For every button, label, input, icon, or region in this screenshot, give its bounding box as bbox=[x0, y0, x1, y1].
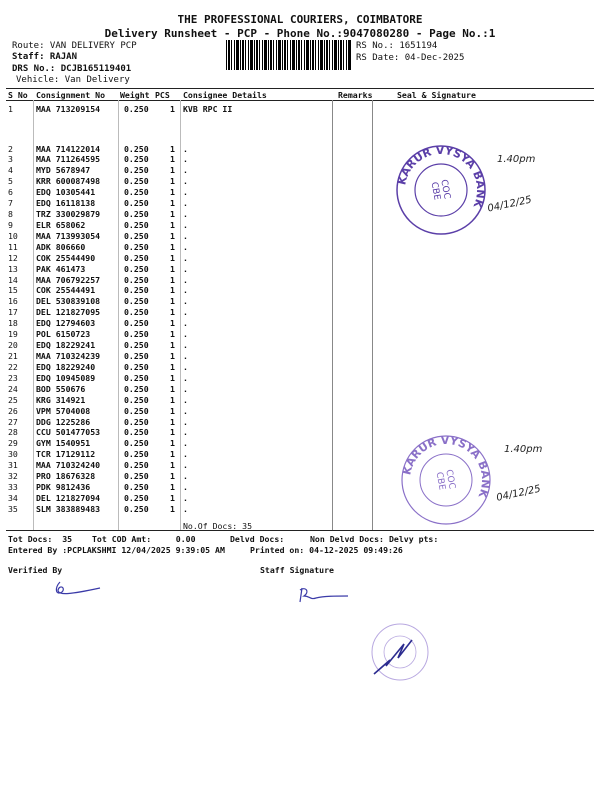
row-serial: 7 bbox=[8, 198, 13, 209]
row-pieces: 1 bbox=[170, 263, 175, 274]
row-pieces: 1 bbox=[170, 104, 175, 114]
row-weight: 0.250 bbox=[124, 372, 149, 383]
row-consignee: . bbox=[183, 165, 188, 176]
bank-seal-stamp bbox=[395, 140, 555, 240]
row-consignee: . bbox=[183, 143, 188, 154]
row-consignee: . bbox=[183, 198, 188, 209]
row-weight: 0.250 bbox=[124, 318, 149, 329]
table-row bbox=[0, 253, 600, 263]
row-pieces: 1 bbox=[170, 187, 175, 198]
row-serial: 33 bbox=[8, 482, 18, 493]
row-consignment-no: BOD 550676 bbox=[36, 383, 86, 394]
row-consignee: . bbox=[183, 274, 188, 285]
row-serial: 12 bbox=[8, 252, 18, 263]
row-consignment-no: COK 25544490 bbox=[36, 252, 96, 263]
row-serial: 4 bbox=[8, 165, 13, 176]
row-pieces: 1 bbox=[170, 361, 175, 372]
row-pieces: 1 bbox=[170, 143, 175, 154]
row-serial: 28 bbox=[8, 427, 18, 438]
total-docs: Tot Docs: 35 bbox=[8, 534, 73, 544]
row-weight: 0.250 bbox=[124, 427, 149, 438]
bank-seal-stamp-faded bbox=[400, 430, 560, 530]
table-row bbox=[0, 275, 600, 285]
bank-stamp-text: KARUR VYSYA BANK bbox=[400, 433, 493, 500]
row-pieces: 1 bbox=[170, 252, 175, 263]
row-weight: 0.250 bbox=[124, 154, 149, 165]
delivered-docs: Delvd Docs: bbox=[230, 534, 285, 544]
row-pieces: 1 bbox=[170, 230, 175, 241]
row-consignment-no: EDQ 16118138 bbox=[36, 198, 96, 209]
svg-text:KARUR VYSYA BANK bbox=[395, 144, 487, 210]
row-serial: 16 bbox=[8, 296, 18, 307]
row-consignee: . bbox=[183, 503, 188, 514]
row-consignee: . bbox=[183, 427, 188, 438]
row-consignee: KVB RPC II bbox=[183, 104, 233, 114]
row-serial: 21 bbox=[8, 350, 18, 361]
row-pieces: 1 bbox=[170, 296, 175, 307]
col-pcs: PCS bbox=[155, 90, 170, 100]
staff-signature-label: Staff Signature bbox=[260, 565, 334, 575]
row-consignment-no: MAA 713993054 bbox=[36, 230, 101, 241]
row-consignment-no: DEL 121827095 bbox=[36, 307, 101, 318]
row-weight: 0.250 bbox=[124, 285, 149, 296]
stamp-with-signature bbox=[360, 622, 440, 682]
row-pieces: 1 bbox=[170, 460, 175, 471]
col-seal-signature: Seal & Signature bbox=[397, 90, 476, 100]
row-serial: 23 bbox=[8, 372, 18, 383]
table-row bbox=[0, 296, 600, 306]
staff-label: Staff: RAJAN bbox=[12, 52, 78, 62]
row-weight: 0.250 bbox=[124, 405, 149, 416]
table-row bbox=[0, 362, 600, 372]
row-consignment-no: EDQ 18229240 bbox=[36, 361, 96, 372]
row-serial: 14 bbox=[8, 274, 18, 285]
row-consignee: . bbox=[183, 241, 188, 252]
row-consignment-no: MAA 710324240 bbox=[36, 460, 101, 471]
row-consignee: . bbox=[183, 285, 188, 296]
col-consignee: Consignee Details bbox=[183, 90, 267, 100]
row-serial: 27 bbox=[8, 416, 18, 427]
row-consignment-no: PDK 9812436 bbox=[36, 482, 91, 493]
row-consignee: . bbox=[183, 187, 188, 198]
row-weight: 0.250 bbox=[124, 340, 149, 351]
row-consignee: . bbox=[183, 449, 188, 460]
entered-by: Entered By :PCPLAKSHMI 12/04/2025 9:39:05 AM bbox=[8, 545, 225, 555]
company-name: THE PROFESSIONAL COURIERS, COIMBATORE bbox=[177, 13, 423, 26]
row-serial: 30 bbox=[8, 449, 18, 460]
verified-signature bbox=[50, 578, 110, 602]
row-pieces: 1 bbox=[170, 394, 175, 405]
row-consignment-no: MYD 5678947 bbox=[36, 165, 91, 176]
row-weight: 0.250 bbox=[124, 307, 149, 318]
table-bottom-rule bbox=[6, 530, 594, 531]
table-row bbox=[0, 373, 600, 383]
row-weight: 0.250 bbox=[124, 482, 149, 493]
row-consignee: . bbox=[183, 263, 188, 274]
table-row bbox=[0, 406, 600, 416]
row-consignment-no: ELR 658062 bbox=[36, 219, 86, 230]
row-consignment-no: DEL 121827094 bbox=[36, 492, 101, 503]
stamp-date-note: 04/12/25 bbox=[495, 483, 542, 504]
row-weight: 0.250 bbox=[124, 104, 149, 114]
row-serial: 1 bbox=[8, 104, 13, 114]
row-weight: 0.250 bbox=[124, 219, 149, 230]
row-weight: 0.250 bbox=[124, 329, 149, 340]
row-consignee: . bbox=[183, 416, 188, 427]
col-sno: S No bbox=[8, 90, 28, 100]
row-serial: 25 bbox=[8, 394, 18, 405]
row-weight: 0.250 bbox=[124, 449, 149, 460]
row-serial: 24 bbox=[8, 383, 18, 394]
row-weight: 0.250 bbox=[124, 274, 149, 285]
rs-date: RS Date: 04-Dec-2025 bbox=[356, 53, 465, 63]
row-weight: 0.250 bbox=[124, 252, 149, 263]
row-serial: 5 bbox=[8, 176, 13, 187]
row-serial: 15 bbox=[8, 285, 18, 296]
row-serial: 32 bbox=[8, 471, 18, 482]
table-row bbox=[0, 395, 600, 405]
row-serial: 31 bbox=[8, 460, 18, 471]
barcode bbox=[226, 40, 352, 70]
row-consignment-no: EDQ 18229241 bbox=[36, 340, 96, 351]
row-pieces: 1 bbox=[170, 241, 175, 252]
row-consignment-no: KRG 314921 bbox=[36, 394, 86, 405]
stamp-branch-code: COC bbox=[443, 468, 457, 490]
row-consignee: . bbox=[183, 372, 188, 383]
table-row bbox=[0, 318, 600, 328]
row-consignment-no: ADK 806660 bbox=[36, 241, 86, 252]
row-serial: 11 bbox=[8, 241, 18, 252]
table-row bbox=[0, 104, 600, 114]
row-weight: 0.250 bbox=[124, 263, 149, 274]
row-pieces: 1 bbox=[170, 307, 175, 318]
row-weight: 0.250 bbox=[124, 143, 149, 154]
table-top-rule bbox=[6, 88, 594, 89]
stamp-time-note: 1.40pm bbox=[504, 444, 543, 455]
total-cod: Tot COD Amt: 0.00 bbox=[92, 534, 196, 544]
row-consignment-no: MAA 713209154 bbox=[36, 104, 101, 114]
row-weight: 0.250 bbox=[124, 209, 149, 220]
row-consignment-no: GYM 1540951 bbox=[36, 438, 91, 449]
row-consignment-no: MAA 710324239 bbox=[36, 350, 101, 361]
row-weight: 0.250 bbox=[124, 241, 149, 252]
row-consignee: . bbox=[183, 296, 188, 307]
row-serial: 6 bbox=[8, 187, 13, 198]
row-consignee: . bbox=[183, 329, 188, 340]
row-consignment-no: EDQ 10945089 bbox=[36, 372, 96, 383]
row-consignee: . bbox=[183, 230, 188, 241]
row-serial: 20 bbox=[8, 340, 18, 351]
table-row bbox=[0, 329, 600, 339]
table-row bbox=[0, 417, 600, 427]
row-serial: 26 bbox=[8, 405, 18, 416]
row-pieces: 1 bbox=[170, 274, 175, 285]
row-consignment-no: MAA 711264595 bbox=[36, 154, 101, 165]
row-pieces: 1 bbox=[170, 383, 175, 394]
row-consignee: . bbox=[183, 350, 188, 361]
stamp-branch-city: CBE bbox=[433, 471, 447, 491]
runsheet-title: Delivery Runsheet - PCP - Phone No.:9047080280 - Page No.:1 bbox=[104, 27, 496, 40]
row-weight: 0.250 bbox=[124, 438, 149, 449]
row-serial: 13 bbox=[8, 263, 18, 274]
row-weight: 0.250 bbox=[124, 230, 149, 241]
row-weight: 0.250 bbox=[124, 198, 149, 209]
row-pieces: 1 bbox=[170, 492, 175, 503]
row-consignee: . bbox=[183, 252, 188, 263]
row-pieces: 1 bbox=[170, 482, 175, 493]
row-pieces: 1 bbox=[170, 449, 175, 460]
table-row bbox=[0, 285, 600, 295]
drs-number: DRS No.: DCJB165119401 bbox=[12, 64, 132, 74]
row-consignee: . bbox=[183, 394, 188, 405]
row-pieces: 1 bbox=[170, 219, 175, 230]
row-serial: 8 bbox=[8, 209, 13, 220]
col-remarks: Remarks bbox=[338, 90, 373, 100]
row-consignee: . bbox=[183, 438, 188, 449]
row-pieces: 1 bbox=[170, 318, 175, 329]
row-pieces: 1 bbox=[170, 285, 175, 296]
stamp-time-note: 1.40pm bbox=[497, 154, 536, 165]
row-pieces: 1 bbox=[170, 471, 175, 482]
row-serial: 34 bbox=[8, 492, 18, 503]
table-row bbox=[0, 264, 600, 274]
row-consignment-no: TRZ 330029879 bbox=[36, 209, 101, 220]
row-pieces: 1 bbox=[170, 209, 175, 220]
row-pieces: 1 bbox=[170, 198, 175, 209]
row-serial: 29 bbox=[8, 438, 18, 449]
row-serial: 19 bbox=[8, 329, 18, 340]
row-pieces: 1 bbox=[170, 438, 175, 449]
row-consignment-no: POL 6150723 bbox=[36, 329, 91, 340]
row-serial: 3 bbox=[8, 154, 13, 165]
stamp-branch-city: CBE bbox=[428, 181, 442, 201]
row-pieces: 1 bbox=[170, 503, 175, 514]
row-consignment-no: TCR 17129112 bbox=[36, 449, 96, 460]
row-serial: 2 bbox=[8, 143, 13, 154]
row-consignee: . bbox=[183, 154, 188, 165]
row-weight: 0.250 bbox=[124, 187, 149, 198]
row-consignee: . bbox=[183, 176, 188, 187]
row-serial: 35 bbox=[8, 503, 18, 514]
row-weight: 0.250 bbox=[124, 361, 149, 372]
row-consignment-no: PAK 461473 bbox=[36, 263, 86, 274]
row-consignee: . bbox=[183, 209, 188, 220]
staff-signature bbox=[296, 584, 356, 606]
table-row bbox=[0, 384, 600, 394]
row-consignee: . bbox=[183, 361, 188, 372]
table-row bbox=[0, 351, 600, 361]
row-weight: 0.250 bbox=[124, 165, 149, 176]
row-pieces: 1 bbox=[170, 154, 175, 165]
row-serial: 18 bbox=[8, 318, 18, 329]
row-serial: 22 bbox=[8, 361, 18, 372]
row-consignee: . bbox=[183, 471, 188, 482]
non-delivered-docs: Non Delvd Docs: bbox=[310, 534, 384, 544]
verified-by-label: Verified By bbox=[8, 565, 63, 575]
row-serial: 9 bbox=[8, 219, 13, 230]
rs-number: RS No.: 1651194 bbox=[356, 41, 438, 51]
row-weight: 0.250 bbox=[124, 394, 149, 405]
row-consignment-no: COK 25544491 bbox=[36, 285, 96, 296]
row-weight: 0.250 bbox=[124, 503, 149, 514]
row-pieces: 1 bbox=[170, 372, 175, 383]
row-pieces: 1 bbox=[170, 427, 175, 438]
col-weight: Weight bbox=[120, 90, 150, 100]
table-header-rule bbox=[6, 100, 594, 101]
no-of-docs: No.Of Docs: 35 bbox=[183, 521, 253, 531]
row-consignee: . bbox=[183, 307, 188, 318]
table-row bbox=[0, 242, 600, 252]
row-consignment-no: PRO 18676328 bbox=[36, 471, 96, 482]
row-consignment-no: DEL 530839108 bbox=[36, 296, 101, 307]
row-consignment-no: EDQ 12794603 bbox=[36, 318, 96, 329]
row-weight: 0.250 bbox=[124, 350, 149, 361]
row-weight: 0.250 bbox=[124, 383, 149, 394]
row-consignment-no: VPM 5704008 bbox=[36, 405, 91, 416]
row-consignee: . bbox=[183, 460, 188, 471]
row-consignment-no: EDQ 10305441 bbox=[36, 187, 96, 198]
stamp-branch-code: COC bbox=[438, 178, 452, 200]
row-consignment-no: DDG 1225286 bbox=[36, 416, 91, 427]
row-pieces: 1 bbox=[170, 340, 175, 351]
table-row bbox=[0, 340, 600, 350]
stamp-date-note: 04/12/25 bbox=[486, 194, 533, 215]
printed-on: Printed on: 04-12-2025 09:49:26 bbox=[250, 545, 403, 555]
row-pieces: 1 bbox=[170, 176, 175, 187]
vehicle-label: Vehicle: Van Delivery bbox=[16, 75, 130, 85]
row-weight: 0.250 bbox=[124, 416, 149, 427]
row-consignment-no: MAA 706792257 bbox=[36, 274, 101, 285]
bank-stamp-text: KARUR VYSYA BANK bbox=[395, 143, 488, 210]
row-weight: 0.250 bbox=[124, 296, 149, 307]
row-weight: 0.250 bbox=[124, 492, 149, 503]
row-consignee: . bbox=[183, 383, 188, 394]
row-weight: 0.250 bbox=[124, 471, 149, 482]
row-consignee: . bbox=[183, 318, 188, 329]
row-pieces: 1 bbox=[170, 416, 175, 427]
row-weight: 0.250 bbox=[124, 176, 149, 187]
row-consignee: . bbox=[183, 405, 188, 416]
row-consignment-no: CCU 501477053 bbox=[36, 427, 101, 438]
row-pieces: 1 bbox=[170, 405, 175, 416]
row-pieces: 1 bbox=[170, 165, 175, 176]
col-consignment: Consignment No bbox=[36, 90, 106, 100]
delivery-points: Delvy pts: bbox=[389, 534, 439, 544]
table-row bbox=[0, 307, 600, 317]
svg-text:KARUR VYSYA BANK bbox=[400, 434, 492, 500]
route-label: Route: VAN DELIVERY PCP bbox=[12, 41, 137, 51]
row-serial: 17 bbox=[8, 307, 18, 318]
row-pieces: 1 bbox=[170, 350, 175, 361]
row-consignee: . bbox=[183, 219, 188, 230]
row-serial: 10 bbox=[8, 230, 18, 241]
row-consignee: . bbox=[183, 492, 188, 503]
row-consignee: . bbox=[183, 340, 188, 351]
row-consignment-no: MAA 714122014 bbox=[36, 143, 101, 154]
row-consignment-no: SLM 383889483 bbox=[36, 503, 101, 514]
row-consignee: . bbox=[183, 482, 188, 493]
row-weight: 0.250 bbox=[124, 460, 149, 471]
row-consignment-no: KRR 600087498 bbox=[36, 176, 101, 187]
row-pieces: 1 bbox=[170, 329, 175, 340]
